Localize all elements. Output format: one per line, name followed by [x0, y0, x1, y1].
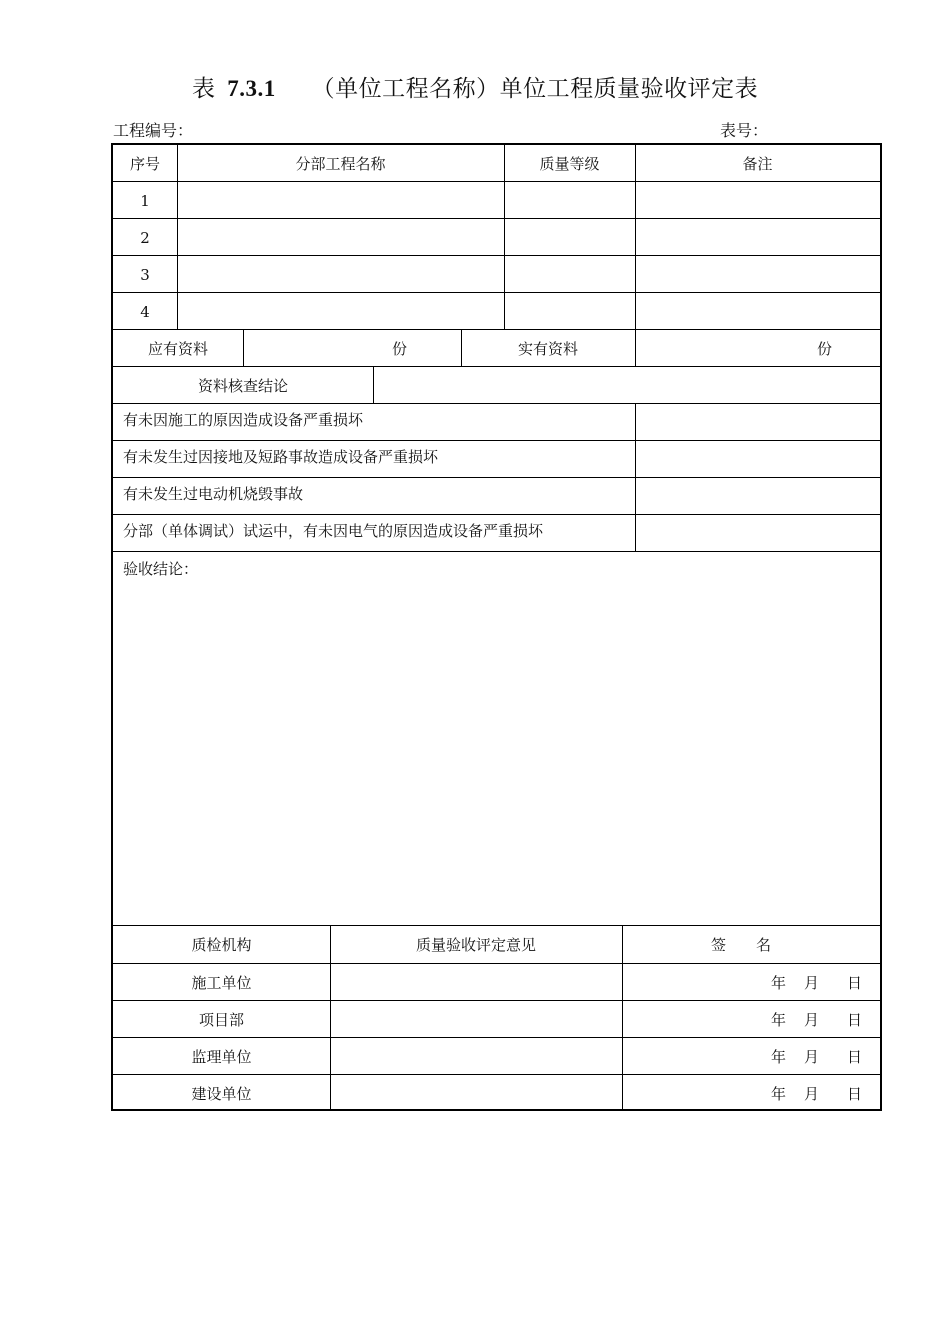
header-division-name: 分部工程名称: [295, 155, 386, 173]
doc-check-label: 资料核查结论: [197, 377, 288, 395]
required-docs-label: 应有资料: [147, 340, 208, 358]
row-index: 3: [140, 265, 150, 284]
date-year-label: 年: [770, 1048, 786, 1066]
quality-grade-field[interactable]: [504, 293, 635, 330]
quality-grade-field[interactable]: [504, 182, 635, 219]
signature-field[interactable]: [622, 964, 880, 1001]
date-day-label: 日: [846, 1084, 862, 1103]
signature-field[interactable]: [622, 1038, 880, 1075]
date-day-label: 日: [846, 1011, 862, 1029]
quality-grade-field[interactable]: [504, 256, 635, 293]
date-year-label: 年: [770, 974, 786, 992]
question-text: 有未发生过电动机烧毁事故: [123, 484, 304, 503]
evaluation-table: [111, 143, 882, 1111]
date-month-label: 月: [803, 1048, 819, 1066]
sign-org-label: 监理单位: [191, 1048, 252, 1066]
header-qc-org: 质检机构: [191, 936, 252, 954]
question-text: 分部（单体调试）试运中，有未因电气的原因造成设备严重损坏: [123, 521, 544, 540]
division-name-field[interactable]: [177, 256, 504, 293]
remark-field[interactable]: [635, 219, 880, 256]
header-evaluation-opinion: 质量验收评定意见: [415, 936, 536, 954]
date-month-label: 月: [803, 974, 819, 992]
sign-org-label: 建设单位: [191, 1084, 252, 1103]
row-index: 2: [140, 228, 150, 247]
project-number-label: 工程编号：: [113, 121, 194, 140]
row-index: 4: [140, 302, 150, 321]
header-quality-grade: 质量等级: [539, 155, 600, 173]
acceptance-conclusion-area[interactable]: [113, 552, 880, 925]
row-index: 1: [140, 191, 150, 210]
question-answer-field[interactable]: [635, 515, 880, 552]
question-text: 有未因施工的原因造成设备严重损坏: [123, 410, 364, 429]
date-year-label: 年: [770, 1084, 786, 1103]
quality-grade-field[interactable]: [504, 219, 635, 256]
actual-docs-label: 实有资料: [517, 340, 578, 358]
question-answer-field[interactable]: [635, 404, 880, 441]
required-docs-count-field[interactable]: [243, 330, 461, 367]
acceptance-conclusion-label: 验收结论：: [123, 560, 199, 578]
question-answer-field[interactable]: [635, 441, 880, 478]
actual-docs-unit: 份: [816, 340, 832, 358]
remark-field[interactable]: [635, 182, 880, 219]
title-prefix: 表: [191, 76, 216, 102]
title-number: 7.3.1: [227, 76, 276, 101]
page-title: [0, 70, 950, 103]
header-index: 序号: [129, 155, 160, 173]
sign-org-label: 施工单位: [191, 974, 252, 992]
question-answer-field[interactable]: [635, 478, 880, 515]
signature-field[interactable]: [622, 1001, 880, 1038]
sign-org-label: 项目部: [198, 1011, 244, 1029]
remark-field[interactable]: [635, 293, 880, 330]
header-signature: 签 名: [710, 936, 771, 954]
division-name-field[interactable]: [177, 219, 504, 256]
date-day-label: 日: [846, 1048, 862, 1066]
title-text: （单位工程名称）单位工程质量验收评定表: [311, 76, 759, 102]
evaluation-opinion-field[interactable]: [330, 1038, 622, 1075]
required-docs-unit: 份: [391, 340, 407, 358]
remark-field[interactable]: [635, 256, 880, 293]
actual-docs-count-field[interactable]: [635, 330, 880, 367]
evaluation-opinion-field[interactable]: [330, 1075, 622, 1111]
date-year-label: 年: [770, 1011, 786, 1029]
evaluation-opinion-field[interactable]: [330, 964, 622, 1001]
form-number-label: 表号：: [720, 121, 769, 140]
question-text: 有未发生过因接地及短路事故造成设备严重损坏: [123, 447, 439, 466]
division-name-field[interactable]: [177, 182, 504, 219]
signature-field[interactable]: [622, 1075, 880, 1111]
date-month-label: 月: [803, 1011, 819, 1029]
date-month-label: 月: [803, 1084, 819, 1103]
division-name-field[interactable]: [177, 293, 504, 330]
date-day-label: 日: [846, 974, 862, 992]
header-remark: 备注: [742, 155, 773, 173]
evaluation-opinion-field[interactable]: [330, 1001, 622, 1038]
doc-check-field[interactable]: [373, 367, 880, 404]
